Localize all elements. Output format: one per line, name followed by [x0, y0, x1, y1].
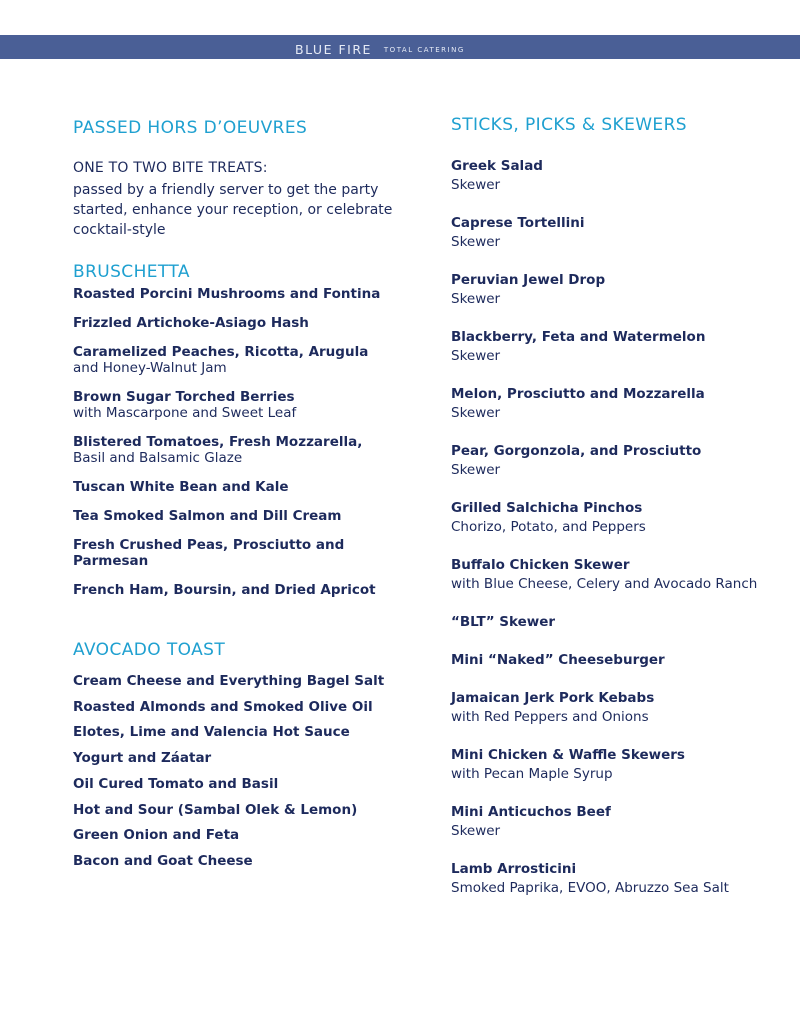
item-name: Blistered Tomatoes, Fresh Mozzarella, — [73, 434, 363, 450]
skewer-item — [451, 803, 796, 841]
brand-tagline: TOTAL CATERING — [383, 46, 465, 54]
item-name: Hot and Sour (Sambal Olek & Lemon) — [73, 801, 358, 818]
item-name: Brown Sugar Torched Berries — [73, 389, 295, 405]
avocado-item — [73, 823, 413, 849]
item-description: Skewer — [451, 177, 501, 193]
right-column — [451, 115, 796, 917]
bruschetta-item — [73, 315, 413, 331]
item-name: Mini Chicken & Waffle Skewers — [451, 747, 685, 763]
skewer-item — [451, 689, 796, 727]
item-description: with Pecan Maple Syrup — [451, 766, 613, 782]
avocado-item — [73, 669, 413, 695]
bruschetta-item — [73, 389, 413, 421]
item-name: Roasted Porcini Mushrooms and Fontina — [73, 286, 381, 302]
item-name: Oil Cured Tomato and Basil — [73, 775, 279, 792]
avocado-item — [73, 798, 413, 824]
item-name: French Ham, Boursin, and Dried Apricot — [73, 582, 376, 598]
intro-heading: ONE TO TWO BITE TREATS: — [73, 160, 268, 176]
avocado-item — [73, 695, 413, 721]
item-name: “BLT” Skewer — [451, 614, 556, 630]
header-bar — [0, 35, 800, 59]
skewer-item — [451, 157, 796, 195]
avocado-item — [73, 720, 413, 746]
item-name: Bacon and Goat Cheese — [73, 852, 253, 869]
intro-line: started, enhance your reception, or celebrate — [73, 202, 393, 218]
skewer-item — [451, 860, 796, 898]
item-description: Skewer — [451, 234, 501, 250]
item-description: Smoked Paprika, EVOO, Abruzzo Sea Salt — [451, 880, 729, 896]
skewer-item — [451, 556, 796, 594]
item-name: Blackberry, Feta and Watermelon — [451, 329, 706, 345]
avocado-toast-title: AVOCADO TOAST — [73, 640, 226, 660]
brand-name: BLUE FIRE — [295, 42, 372, 57]
avocado-item — [73, 772, 413, 798]
item-description: Skewer — [451, 823, 501, 839]
item-name: Peruvian Jewel Drop — [451, 272, 606, 288]
avocado-item — [73, 746, 413, 772]
item-name: Lamb Arrosticini — [451, 861, 577, 877]
item-name: Melon, Prosciutto and Mozzarella — [451, 386, 705, 402]
left-column — [73, 118, 413, 875]
item-name: Cream Cheese and Everything Bagel Salt — [73, 673, 385, 689]
item-description: Basil and Balsamic Glaze — [73, 450, 243, 466]
item-description: Skewer — [451, 348, 501, 364]
bruschetta-item — [73, 479, 413, 495]
item-name: Tea Smoked Salmon and Dill Cream — [73, 508, 342, 524]
bruschetta-title: BRUSCHETTA — [73, 262, 190, 282]
item-description: with Red Peppers and Onions — [451, 709, 649, 725]
skewer-item — [451, 328, 796, 366]
bruschetta-item — [73, 582, 413, 598]
passed-hors-doeuvres-title: PASSED HORS D’OEUVRES — [73, 118, 308, 138]
intro-text — [73, 180, 413, 240]
skewer-item — [451, 499, 796, 537]
intro-line: passed by a friendly server to get the party — [73, 182, 379, 198]
item-name: Tuscan White Bean and Kale — [73, 479, 289, 495]
item-name: Caramelized Peaches, Ricotta, Arugula — [73, 344, 369, 360]
item-name: Buffalo Chicken Skewer — [451, 557, 630, 573]
bruschetta-item — [73, 286, 413, 302]
bruschetta-list — [73, 286, 413, 598]
item-name: Mini “Naked” Cheeseburger — [451, 652, 665, 668]
item-name: Grilled Salchicha Pinchos — [451, 500, 643, 516]
item-name: Yogurt and Záatar — [73, 750, 212, 767]
item-description: Skewer — [451, 462, 501, 478]
item-name: Roasted Almonds and Smoked Olive Oil — [73, 698, 373, 715]
item-description: Skewer — [451, 405, 501, 421]
item-name: Jamaican Jerk Pork Kebabs — [451, 690, 655, 706]
avocado-item — [73, 849, 413, 875]
skewer-item — [451, 651, 796, 670]
skewer-item — [451, 746, 796, 784]
skewer-item — [451, 385, 796, 423]
item-name: Caprese Tortellini — [451, 215, 585, 231]
skewers-title: STICKS, PICKS & SKEWERS — [451, 115, 687, 135]
bruschetta-item — [73, 344, 413, 376]
bruschetta-item — [73, 434, 413, 466]
item-name-continued: Parmesan — [73, 553, 149, 569]
intro-line: cocktail-style — [73, 222, 166, 238]
item-name: Fresh Crushed Peas, Prosciutto and — [73, 537, 345, 553]
item-name: Elotes, Lime and Valencia Hot Sauce — [73, 724, 350, 741]
skewer-list — [451, 157, 796, 898]
skewer-item — [451, 442, 796, 480]
skewer-item — [451, 214, 796, 252]
item-description: with Blue Cheese, Celery and Avocado Ranch — [451, 576, 758, 592]
item-name: Green Onion and Feta — [73, 827, 240, 844]
item-description: Chorizo, Potato, and Peppers — [451, 519, 646, 535]
item-name: Pear, Gorgonzola, and Prosciutto — [451, 443, 702, 459]
item-description: and Honey-Walnut Jam — [73, 360, 227, 376]
bruschetta-item — [73, 537, 413, 569]
skewer-item — [451, 271, 796, 309]
item-name: Frizzled Artichoke-Asiago Hash — [73, 315, 309, 331]
skewer-item — [451, 613, 796, 632]
avocado-toast-list — [73, 669, 413, 875]
item-name: Mini Anticuchos Beef — [451, 804, 611, 820]
item-description: with Mascarpone and Sweet Leaf — [73, 405, 297, 421]
item-description: Skewer — [451, 291, 501, 307]
bruschetta-item — [73, 508, 413, 524]
brand-logo — [295, 39, 465, 58]
item-name: Greek Salad — [451, 158, 543, 174]
